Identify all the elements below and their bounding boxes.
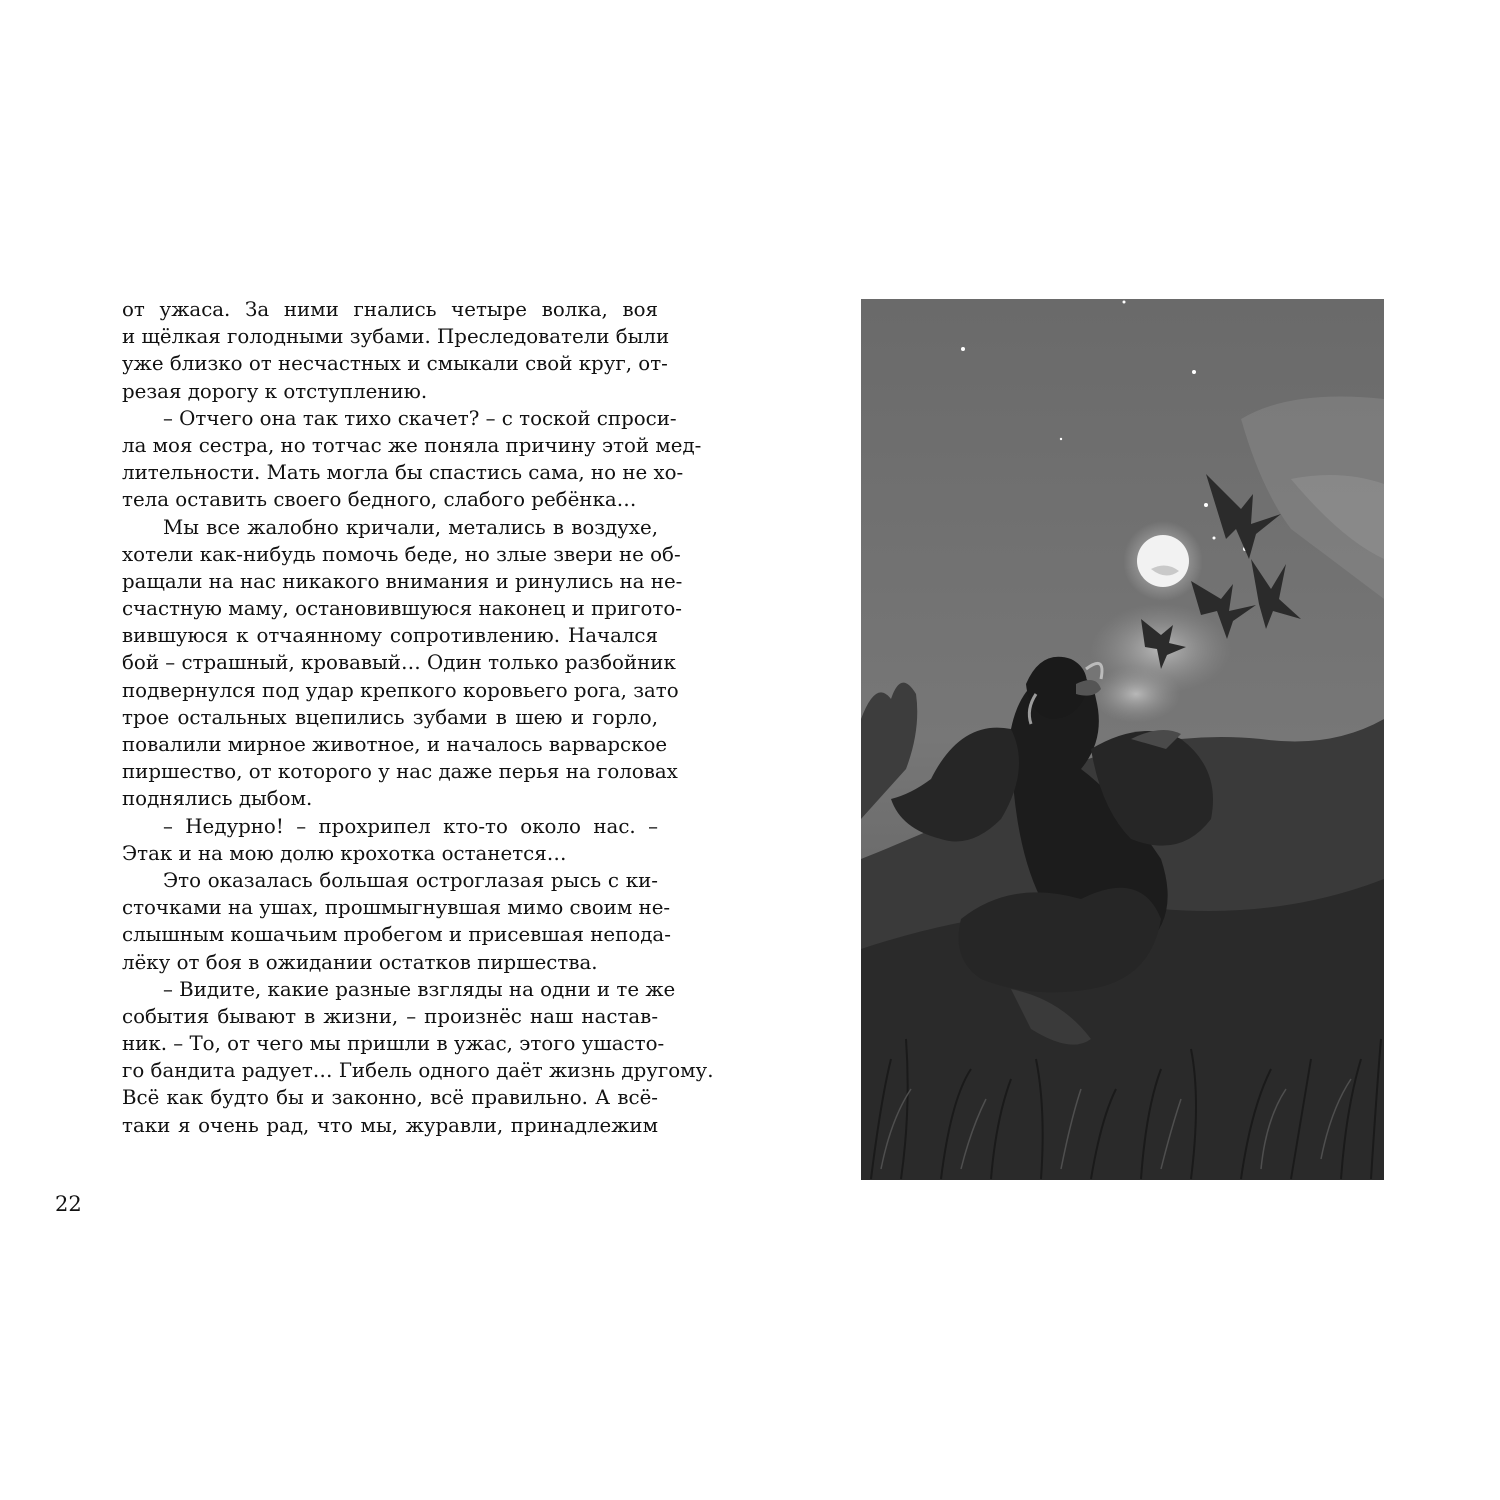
text-line: вившуюся к отчаянному сопротивлению. Начался — [122, 624, 658, 648]
text-line: и щёлкая голодными зубами. Преследователи были — [122, 325, 670, 349]
text-line: лительности. Мать могла бы спастись сама, но не хо- — [122, 461, 684, 485]
text-line: Этак и на мою долю крохотка останется… — [122, 841, 567, 865]
text-line: ла моя сестра, но тотчас же поняла причину этой мед- — [122, 433, 702, 457]
text-line: Это оказалась большая остроглазая рысь с ки- — [163, 868, 658, 892]
illustration-svg — [861, 299, 1384, 1180]
moon — [1137, 535, 1189, 587]
text-line: трое остальных вцепились зубами в шею и горло, — [122, 705, 658, 729]
text-line: подвернулся под удар крепкого коровьего рога, зато — [122, 678, 679, 702]
text-line: тела оставить своего бедного, слабого ребёнка… — [122, 488, 637, 512]
page-number: 22 — [55, 1192, 82, 1216]
text-line: от ужаса. За ними гнались четыре волка, воя — [122, 298, 658, 321]
text-line: Мы все жалобно кричали, метались в воздухе, — [163, 515, 658, 539]
text-line: события бывают в жизни, – произнёс наш настав- — [122, 1004, 658, 1028]
text-line: счастную маму, остановившуюся наконец и пригото- — [122, 597, 682, 621]
text-line: хотели как-нибудь помочь беде, но злые звери не об- — [122, 542, 681, 566]
text-line: лёку от боя в ожидании остатков пиршества. — [122, 950, 598, 974]
text-line: таки я очень рад, что мы, журавли, принадлежим — [122, 1113, 658, 1137]
text-line: ник. – То, от чего мы пришли в ужас, этого ушасто- — [122, 1032, 665, 1056]
mist — [1091, 666, 1181, 722]
text-line: Всё как будто бы и законно, всё правильно. А всё- — [122, 1086, 658, 1110]
text-line: сточками на ушах, прошмыгнувшая мимо своим не- — [122, 896, 671, 920]
text-line: – Видите, какие разные взгляды на одни и те же — [163, 977, 676, 1001]
illustration — [861, 299, 1384, 1180]
text-line: поднялись дыбом. — [122, 787, 313, 811]
text-line: – Недурно! – прохрипел кто-то около нас. – — [163, 814, 658, 838]
text-line: го бандита радует… Гибель одного даёт жизнь другому. — [122, 1059, 714, 1083]
text-line: резая дорогу к отступлению. — [122, 379, 428, 403]
text-line: слышным кошачьим пробегом и присевшая непода- — [122, 923, 671, 947]
text-line: ращали на нас никакого внимания и ринулись на не- — [122, 569, 683, 593]
text-line: уже близко от несчастных и смыкали свой круг, от- — [122, 352, 668, 376]
body-text — [122, 296, 714, 1139]
text-line: повалили мирное животное, и началось варварское — [122, 733, 668, 756]
text-line: – Отчего она так тихо скачет? – с тоской спроси- — [163, 406, 677, 430]
text-line: бой – страшный, кровавый… Один только разбойник — [122, 651, 676, 675]
text-line: пиршество, от которого у нас даже перья на головах — [122, 760, 678, 784]
